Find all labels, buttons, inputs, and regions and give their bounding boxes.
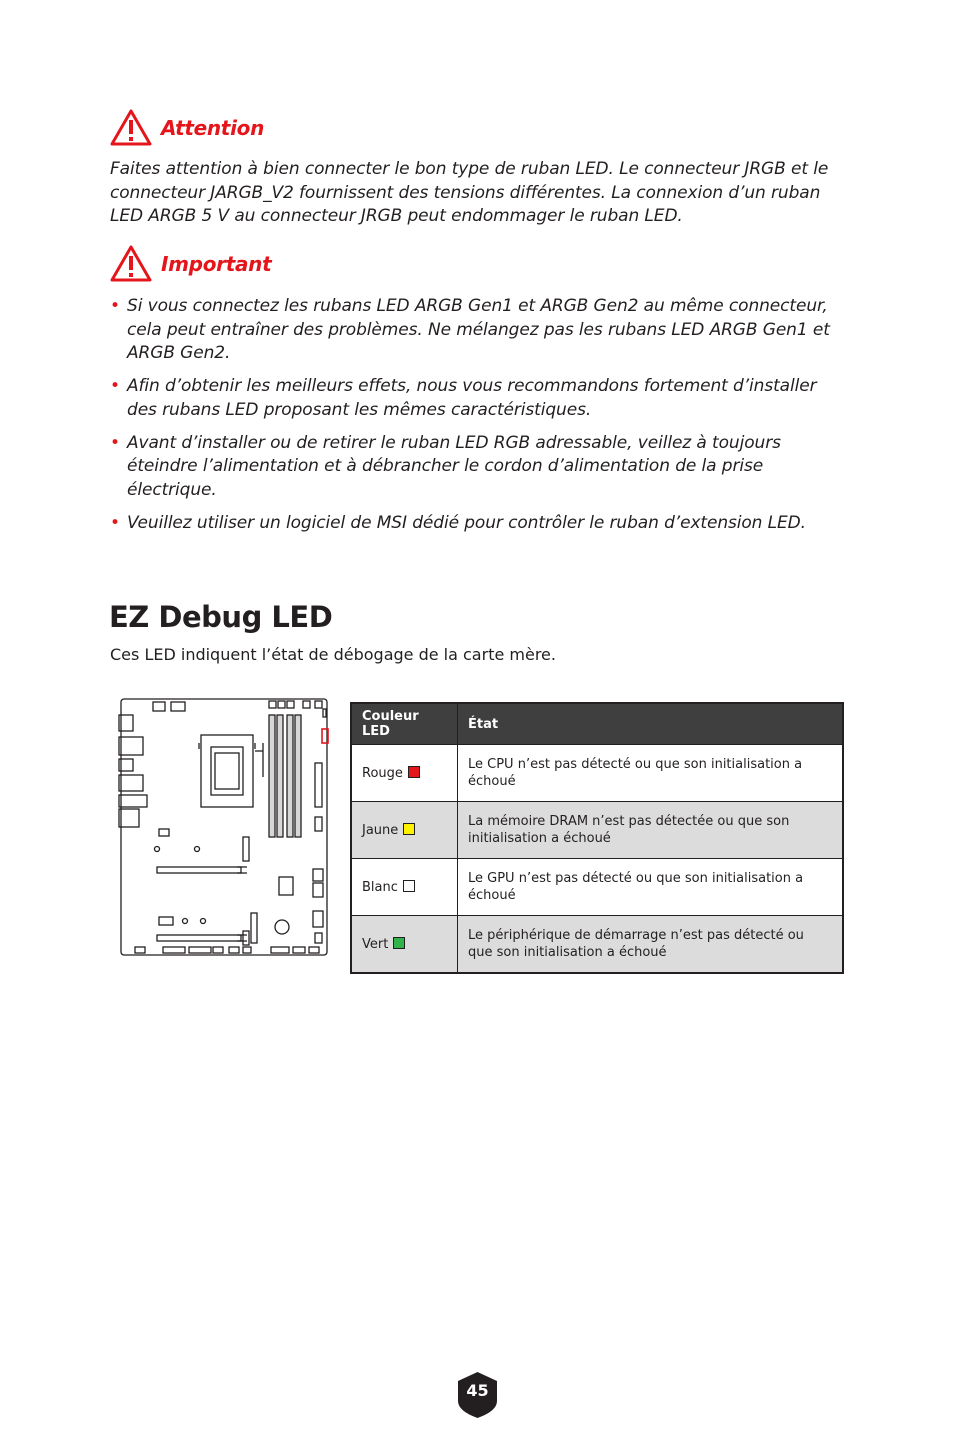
attention-heading [109,108,264,148]
led-color-cell: Jaune [351,802,458,859]
led-color-cell: Vert [351,916,458,974]
led-state-cell: Le GPU n’est pas détecté ou que son initialisation a échoué [458,859,844,916]
list-item: • Avant d’installer ou de retirer le ruban LED RGB adressable, veillez à toujours éteindre l’alimentation et à débrancher le cordon d’alimentation de la prise électrique. [110,432,781,500]
attention-text: Faites attention à bien connecter le bon type de ruban LED. Le connecteur JRGB et le connecteur JARGB_V2 fournissent des tensions différentes. La connexion d’un ruban LED ARGB 5 V au connecteur JRGB peut endommager le ruban LED. [110,159,829,226]
led-color-cell: Rouge [351,745,458,802]
column-header-state: État [458,703,844,745]
table-row [351,859,843,916]
important-heading [109,244,271,284]
warning-icon [109,244,153,284]
page-number-badge [457,1371,498,1419]
bullet-icon: • [110,432,120,453]
motherboard-diagram [117,697,329,959]
bullet-icon: • [110,376,120,396]
red-led-swatch [408,766,420,778]
table-row [351,916,843,974]
section-title: EZ Debug LED [109,600,333,634]
white-led-swatch [403,880,415,892]
yellow-led-swatch [403,823,415,835]
led-state-cell: Le périphérique de démarrage n’est pas détecté ou que son initialisation a échoué [458,916,844,974]
table-row [351,802,843,859]
list-item: • Afin d’obtenir les meilleurs effets, nous vous recommandons fortement d’installer des rubans LED proposant les mêmes caractéristiques. [110,376,817,420]
led-status-table [350,702,844,974]
led-state-cell: La mémoire DRAM n’est pas détectée ou que son initialisation a échoué [458,802,844,859]
list-item: • Si vous connectez les rubans LED ARGB Gen1 et ARGB Gen2 au même connecteur, cela peut entraîner des problèmes. Ne mélangez pas les rubans LED ARGB Gen1 et ARGB Gen2. [110,296,830,363]
important-list [110,295,850,545]
list-item: • Veuillez utiliser un logiciel de MSI dédié pour contrôler le ruban d’extension LED. [110,512,850,536]
green-led-swatch [393,937,405,949]
warning-icon [109,108,153,148]
bullet-icon: • [110,296,120,316]
important-title: Important [161,252,272,276]
table-header-row [351,703,843,745]
led-state-cell: Le CPU n’est pas détecté ou que son initialisation a échoué [458,745,844,802]
section-intro: Ces LED indiquent l’état de débogage de la carte mère. [110,645,556,664]
bullet-icon: • [110,512,120,533]
column-header-color: Couleur LED [351,703,458,745]
table-row [351,745,843,802]
led-color-cell: Blanc [351,859,458,916]
attention-title: Attention [161,116,265,140]
page-number: 45 [466,1381,489,1400]
